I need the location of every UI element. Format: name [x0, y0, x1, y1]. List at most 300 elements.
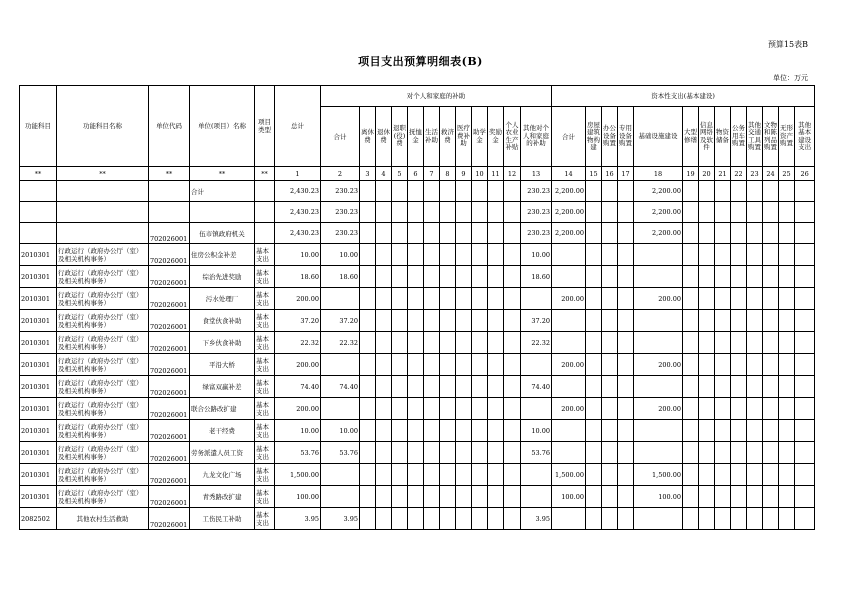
row-capital-total [552, 266, 586, 288]
row-empty-cell [488, 266, 504, 288]
row-empty-cell [424, 244, 440, 266]
row-empty-cell [440, 223, 456, 244]
row-empty-cell [618, 354, 634, 376]
table-row [20, 486, 815, 508]
row-empty-cell [618, 442, 634, 464]
row-empty-cell [424, 398, 440, 420]
row-empty-cell [392, 464, 408, 486]
row-empty-cell [392, 376, 408, 398]
row-empty-cell [440, 332, 456, 354]
row-empty-cell [456, 223, 472, 244]
row-empty-cell [488, 442, 504, 464]
row-empty-cell [731, 486, 747, 508]
row-empty-cell [779, 288, 795, 310]
row-unit-name: 老干经费 [190, 420, 255, 442]
row-empty-cell [715, 420, 731, 442]
column-number: 18 [634, 167, 683, 181]
row-capital-total: 200.00 [552, 354, 586, 376]
column-number: 19 [683, 167, 699, 181]
row-empty-cell [683, 310, 699, 332]
row-empty-cell [408, 332, 424, 354]
row-empty-cell [715, 464, 731, 486]
row-empty-cell [360, 288, 376, 310]
row-empty-cell [795, 223, 815, 244]
row-empty-cell [618, 508, 634, 530]
header-sub-3: 退休费 [376, 107, 392, 167]
row-unit-code: 702026001 [149, 486, 190, 508]
row-personal-other [521, 398, 552, 420]
row-empty-cell [360, 508, 376, 530]
row-empty-cell [376, 398, 392, 420]
column-number: 22 [731, 167, 747, 181]
row-func-code: 2010301 [20, 244, 57, 266]
row-personal-other [521, 486, 552, 508]
row-project-type: 基本支出 [255, 464, 275, 486]
row-empty-cell [488, 486, 504, 508]
row-empty-cell [488, 244, 504, 266]
row-unit-code: 702026001 [149, 376, 190, 398]
row-empty-cell [586, 376, 602, 398]
row-unit-name: 合计 [190, 181, 255, 202]
table-row [20, 223, 815, 244]
row-empty-cell [472, 223, 488, 244]
row-empty-cell [779, 332, 795, 354]
row-func-name: 行政运行（政府办公厅（室）及相关机构事务） [57, 464, 149, 486]
row-personal-other [521, 354, 552, 376]
row-empty-cell [779, 508, 795, 530]
row-personal-total: 18.60 [321, 266, 360, 288]
row-project-type: 基本支出 [255, 332, 275, 354]
column-number: ** [149, 167, 190, 181]
column-number: 21 [715, 167, 731, 181]
row-empty-cell [408, 442, 424, 464]
row-empty-cell [731, 354, 747, 376]
header-sub-19: 信息网络及软件 [699, 107, 715, 167]
row-empty-cell [360, 376, 376, 398]
row-unit-code: 702026001 [149, 464, 190, 486]
row-capital-infra [634, 310, 683, 332]
row-empty-cell [747, 332, 763, 354]
header-sub-12: 其他对个人和家庭的补助 [521, 107, 552, 167]
row-personal-other: 10.00 [521, 420, 552, 442]
row-empty-cell [602, 310, 618, 332]
row-empty-cell [360, 442, 376, 464]
row-empty-cell [683, 420, 699, 442]
row-empty-cell [472, 202, 488, 223]
row-empty-cell [763, 464, 779, 486]
row-empty-cell [683, 398, 699, 420]
row-func-code: 2010301 [20, 464, 57, 486]
row-empty-cell [472, 420, 488, 442]
row-project-type: 基本支出 [255, 376, 275, 398]
row-empty-cell [440, 354, 456, 376]
row-empty-cell [795, 376, 815, 398]
row-empty-cell [699, 181, 715, 202]
row-empty-cell [472, 398, 488, 420]
row-empty-cell [699, 266, 715, 288]
row-empty-cell [376, 508, 392, 530]
row-empty-cell [699, 288, 715, 310]
row-empty-cell [408, 486, 424, 508]
row-empty-cell [618, 464, 634, 486]
row-empty-cell [731, 223, 747, 244]
row-empty-cell [731, 442, 747, 464]
row-empty-cell [715, 223, 731, 244]
row-capital-infra: 100.00 [634, 486, 683, 508]
row-empty-cell [731, 508, 747, 530]
row-empty-cell [456, 244, 472, 266]
row-empty-cell [618, 244, 634, 266]
row-personal-other: 230.23 [521, 202, 552, 223]
row-empty-cell [408, 244, 424, 266]
row-empty-cell [699, 420, 715, 442]
column-number: ** [255, 167, 275, 181]
row-empty-cell [715, 486, 731, 508]
row-empty-cell [360, 354, 376, 376]
row-empty-cell [683, 202, 699, 223]
row-total: 1,500.00 [275, 464, 321, 486]
row-empty-cell [424, 332, 440, 354]
row-empty-cell [456, 398, 472, 420]
row-func-code [20, 202, 57, 223]
header-sub-16: 专用设备购置 [618, 107, 634, 167]
row-empty-cell [586, 310, 602, 332]
row-empty-cell [763, 202, 779, 223]
table-code-label: 预算15表B [767, 40, 808, 49]
row-empty-cell [424, 310, 440, 332]
row-empty-cell [715, 508, 731, 530]
row-unit-code: 702026001 [149, 420, 190, 442]
row-empty-cell [618, 420, 634, 442]
row-func-code: 2010301 [20, 420, 57, 442]
row-empty-cell [763, 442, 779, 464]
row-empty-cell [488, 181, 504, 202]
table-row [20, 420, 815, 442]
row-empty-cell [488, 508, 504, 530]
row-total: 200.00 [275, 398, 321, 420]
header-func-name: 功能科目名称 [57, 86, 149, 167]
row-empty-cell [472, 181, 488, 202]
column-number: 12 [504, 167, 521, 181]
row-empty-cell [618, 223, 634, 244]
row-empty-cell [747, 398, 763, 420]
column-number: 9 [456, 167, 472, 181]
row-personal-other [521, 464, 552, 486]
row-unit-name: 工伤民工补助 [190, 508, 255, 530]
row-project-type [255, 181, 275, 202]
row-empty-cell [360, 486, 376, 508]
row-empty-cell [360, 332, 376, 354]
row-empty-cell [376, 420, 392, 442]
row-unit-name: 劳务派遣人员工资 [190, 442, 255, 464]
row-empty-cell [731, 464, 747, 486]
row-empty-cell [699, 376, 715, 398]
row-project-type: 基本支出 [255, 266, 275, 288]
row-empty-cell [488, 420, 504, 442]
row-empty-cell [618, 376, 634, 398]
row-empty-cell [440, 442, 456, 464]
row-capital-total [552, 420, 586, 442]
row-personal-total: 230.23 [321, 223, 360, 244]
row-empty-cell [392, 398, 408, 420]
row-capital-total [552, 508, 586, 530]
row-func-name: 行政运行（政府办公厅（室）及相关机构事务） [57, 420, 149, 442]
row-empty-cell [795, 332, 815, 354]
header-sub-10: 奖励金 [488, 107, 504, 167]
row-empty-cell [795, 310, 815, 332]
row-personal-other: 37.20 [521, 310, 552, 332]
budget-table [19, 85, 815, 530]
row-empty-cell [683, 332, 699, 354]
row-empty-cell [618, 486, 634, 508]
row-empty-cell [392, 420, 408, 442]
row-empty-cell [731, 376, 747, 398]
column-number: 16 [602, 167, 618, 181]
row-empty-cell [747, 420, 763, 442]
row-unit-code [149, 181, 190, 202]
row-personal-other: 10.00 [521, 244, 552, 266]
column-number: 20 [699, 167, 715, 181]
row-empty-cell [392, 354, 408, 376]
row-empty-cell [715, 266, 731, 288]
row-empty-cell [747, 266, 763, 288]
row-empty-cell [602, 486, 618, 508]
row-empty-cell [456, 442, 472, 464]
header-sub-9: 助学金 [472, 107, 488, 167]
row-empty-cell [472, 332, 488, 354]
row-empty-cell [618, 398, 634, 420]
row-func-name: 行政运行（政府办公厅（室）及相关机构事务） [57, 266, 149, 288]
row-personal-other: 18.60 [521, 266, 552, 288]
row-empty-cell [586, 288, 602, 310]
row-empty-cell [683, 442, 699, 464]
row-empty-cell [504, 398, 521, 420]
row-empty-cell [747, 181, 763, 202]
row-empty-cell [602, 244, 618, 266]
table-row [20, 376, 815, 398]
row-empty-cell [795, 486, 815, 508]
row-empty-cell [779, 202, 795, 223]
row-empty-cell [795, 354, 815, 376]
row-empty-cell [392, 266, 408, 288]
row-empty-cell [424, 442, 440, 464]
row-func-code: 2010301 [20, 376, 57, 398]
row-func-name: 行政运行（政府办公厅（室）及相关机构事务） [57, 310, 149, 332]
row-unit-name: 伍市镇政府机关 [190, 223, 255, 244]
row-unit-name: 住房公积金补差 [190, 244, 255, 266]
row-unit-code: 702026001 [149, 442, 190, 464]
row-unit-code: 702026001 [149, 223, 190, 244]
header-sub-23: 文物和陈列品购置 [763, 107, 779, 167]
row-unit-code [149, 202, 190, 223]
row-total: 200.00 [275, 288, 321, 310]
row-empty-cell [747, 244, 763, 266]
row-empty-cell [602, 354, 618, 376]
row-empty-cell [586, 464, 602, 486]
row-total: 37.20 [275, 310, 321, 332]
row-total: 18.60 [275, 266, 321, 288]
table-row [20, 310, 815, 332]
row-empty-cell [424, 464, 440, 486]
row-empty-cell [472, 442, 488, 464]
column-number: 11 [488, 167, 504, 181]
row-total: 2,430.23 [275, 181, 321, 202]
row-empty-cell [779, 181, 795, 202]
row-personal-total: 10.00 [321, 420, 360, 442]
row-empty-cell [586, 181, 602, 202]
row-empty-cell [504, 244, 521, 266]
row-unit-code: 702026001 [149, 332, 190, 354]
row-empty-cell [456, 376, 472, 398]
row-empty-cell [618, 288, 634, 310]
row-capital-infra: 200.00 [634, 354, 683, 376]
row-empty-cell [424, 508, 440, 530]
row-func-name [57, 223, 149, 244]
row-empty-cell [618, 266, 634, 288]
row-empty-cell [683, 266, 699, 288]
row-empty-cell [392, 332, 408, 354]
row-empty-cell [376, 442, 392, 464]
row-empty-cell [408, 464, 424, 486]
row-empty-cell [602, 181, 618, 202]
row-empty-cell [731, 398, 747, 420]
table-row [20, 464, 815, 486]
table-row [20, 202, 815, 223]
header-func-code: 功能科目 [20, 86, 57, 167]
row-empty-cell [602, 223, 618, 244]
header-sub-20: 物资储备 [715, 107, 731, 167]
row-empty-cell [602, 420, 618, 442]
row-func-code: 2010301 [20, 266, 57, 288]
row-empty-cell [376, 244, 392, 266]
row-unit-name: 下乡伙食补助 [190, 332, 255, 354]
row-empty-cell [618, 202, 634, 223]
row-empty-cell [731, 202, 747, 223]
row-func-name: 行政运行（政府办公厅（室）及相关机构事务） [57, 398, 149, 420]
row-total: 53.76 [275, 442, 321, 464]
row-empty-cell [504, 223, 521, 244]
row-empty-cell [360, 398, 376, 420]
row-empty-cell [488, 376, 504, 398]
row-empty-cell [456, 464, 472, 486]
row-empty-cell [456, 288, 472, 310]
row-empty-cell [424, 354, 440, 376]
row-empty-cell [472, 310, 488, 332]
row-empty-cell [504, 486, 521, 508]
row-empty-cell [440, 310, 456, 332]
row-empty-cell [472, 376, 488, 398]
column-number: 24 [763, 167, 779, 181]
row-project-type: 基本支出 [255, 486, 275, 508]
row-unit-code: 702026001 [149, 354, 190, 376]
row-unit-name: 绿富双赢补差 [190, 376, 255, 398]
row-empty-cell [376, 464, 392, 486]
row-func-code: 2010301 [20, 486, 57, 508]
row-empty-cell [392, 181, 408, 202]
row-total: 74.40 [275, 376, 321, 398]
row-empty-cell [408, 376, 424, 398]
row-empty-cell [779, 442, 795, 464]
column-number: 14 [552, 167, 586, 181]
row-empty-cell [504, 508, 521, 530]
row-capital-total [552, 310, 586, 332]
row-empty-cell [376, 288, 392, 310]
column-number: 2 [321, 167, 360, 181]
row-empty-cell [699, 464, 715, 486]
row-func-code: 2010301 [20, 332, 57, 354]
row-empty-cell [731, 420, 747, 442]
row-empty-cell [779, 376, 795, 398]
row-empty-cell [602, 508, 618, 530]
row-personal-other: 74.40 [521, 376, 552, 398]
row-empty-cell [504, 266, 521, 288]
row-personal-total [321, 464, 360, 486]
row-empty-cell [795, 266, 815, 288]
page-title: 项目支出预算明细表(B) [358, 55, 483, 68]
row-empty-cell [763, 288, 779, 310]
header-project-type: 项目类型 [255, 86, 275, 167]
row-total: 10.00 [275, 244, 321, 266]
row-empty-cell [440, 376, 456, 398]
row-empty-cell [408, 354, 424, 376]
row-personal-total: 10.00 [321, 244, 360, 266]
row-empty-cell [376, 486, 392, 508]
header-sub-24: 无形资产购置 [779, 107, 795, 167]
row-empty-cell [504, 181, 521, 202]
row-empty-cell [440, 288, 456, 310]
row-capital-infra [634, 266, 683, 288]
row-total: 2,430.23 [275, 223, 321, 244]
row-unit-name: 九龙文化广场 [190, 464, 255, 486]
row-empty-cell [699, 486, 715, 508]
row-unit-name: 联合公路改扩建 [190, 398, 255, 420]
row-personal-total: 230.23 [321, 181, 360, 202]
row-personal-total [321, 354, 360, 376]
row-capital-infra: 2,200.00 [634, 202, 683, 223]
row-empty-cell [424, 376, 440, 398]
row-empty-cell [376, 223, 392, 244]
row-empty-cell [488, 288, 504, 310]
table-row [20, 354, 815, 376]
row-project-type: 基本支出 [255, 420, 275, 442]
row-empty-cell [602, 464, 618, 486]
row-personal-other: 230.23 [521, 181, 552, 202]
row-empty-cell [747, 442, 763, 464]
header-sub-4: 退职(役)费 [392, 107, 408, 167]
row-func-name: 行政运行（政府办公厅（室）及相关机构事务） [57, 244, 149, 266]
row-func-code [20, 181, 57, 202]
row-empty-cell [488, 202, 504, 223]
row-func-name [57, 202, 149, 223]
row-capital-total: 2,200.00 [552, 202, 586, 223]
row-empty-cell [424, 486, 440, 508]
row-empty-cell [456, 420, 472, 442]
row-empty-cell [376, 376, 392, 398]
row-empty-cell [376, 332, 392, 354]
row-empty-cell [683, 486, 699, 508]
row-empty-cell [795, 202, 815, 223]
row-empty-cell [408, 420, 424, 442]
row-empty-cell [456, 266, 472, 288]
row-empty-cell [618, 332, 634, 354]
column-number: 13 [521, 167, 552, 181]
row-empty-cell [440, 464, 456, 486]
row-personal-total: 230.23 [321, 202, 360, 223]
row-empty-cell [715, 202, 731, 223]
row-capital-infra [634, 244, 683, 266]
table-row [20, 508, 815, 530]
header-sub-15: 办公设备购置 [602, 107, 618, 167]
